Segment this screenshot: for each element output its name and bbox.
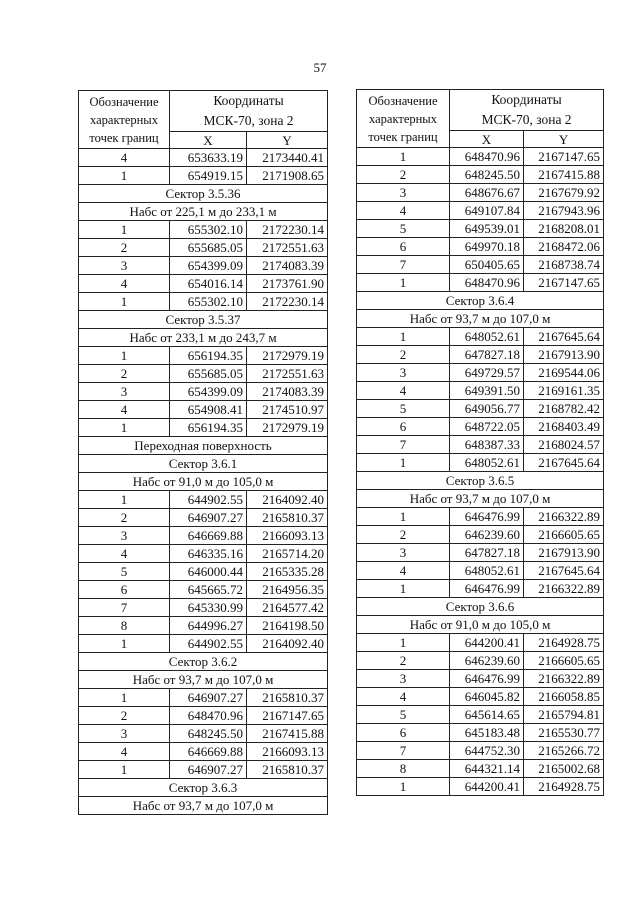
table-row — [79, 743, 328, 761]
point-number: 4 — [79, 401, 170, 419]
x-coordinate: 648470.96 — [450, 274, 524, 292]
y-coordinate: 2172551.63 — [247, 239, 328, 257]
section-row — [79, 779, 328, 797]
designation-line: точек границ — [89, 130, 159, 145]
table-row — [79, 383, 328, 401]
y-coordinate: 2164198.50 — [247, 617, 328, 635]
y-coordinate: 2165794.81 — [524, 706, 604, 724]
table-body — [79, 149, 328, 815]
table-row — [79, 401, 328, 419]
point-number: 3 — [79, 725, 170, 743]
x-coordinate: 653633.19 — [170, 149, 247, 167]
point-number: 2 — [79, 239, 170, 257]
section-label: Сектор 3.6.3 — [79, 779, 328, 797]
section-row — [357, 598, 604, 616]
point-number: 1 — [357, 580, 450, 598]
coordinates-table-right — [356, 89, 604, 796]
point-number: 1 — [79, 419, 170, 437]
x-coordinate: 648676.67 — [450, 184, 524, 202]
section-label: Сектор 3.6.4 — [357, 292, 604, 310]
section-row — [357, 472, 604, 490]
section-label: Сектор 3.6.6 — [357, 598, 604, 616]
x-coordinate: 649056.77 — [450, 400, 524, 418]
x-coordinate: 655685.05 — [170, 365, 247, 383]
table-row — [79, 635, 328, 653]
table-row — [79, 167, 328, 185]
table-row — [357, 328, 604, 346]
x-coordinate: 654399.09 — [170, 383, 247, 401]
y-coordinate: 2167147.65 — [524, 274, 604, 292]
point-number: 1 — [357, 454, 450, 472]
table-row — [357, 724, 604, 742]
table-row — [79, 707, 328, 725]
y-coordinate: 2165810.37 — [247, 509, 328, 527]
point-number: 1 — [79, 347, 170, 365]
designation-line: Обозначение — [89, 94, 159, 109]
table-row — [357, 526, 604, 544]
section-label: Набс от 93,7 м до 107,0 м — [79, 797, 328, 815]
table-row — [357, 634, 604, 652]
point-number: 4 — [79, 743, 170, 761]
point-number: 3 — [79, 257, 170, 275]
x-coordinate: 649729.57 — [450, 364, 524, 382]
point-number: 4 — [357, 562, 450, 580]
x-coordinate: 649107.84 — [450, 202, 524, 220]
point-number: 8 — [79, 617, 170, 635]
table-row — [79, 563, 328, 581]
y-coordinate: 2164928.75 — [524, 634, 604, 652]
table-row — [357, 544, 604, 562]
x-coordinate: 648245.50 — [170, 725, 247, 743]
table-row — [79, 491, 328, 509]
section-row — [357, 616, 604, 634]
x-coordinate: 656194.35 — [170, 419, 247, 437]
x-coordinate: 649539.01 — [450, 220, 524, 238]
x-coordinate: 648470.96 — [170, 707, 247, 725]
x-coordinate: 646907.27 — [170, 761, 247, 779]
table-row — [357, 580, 604, 598]
point-number: 8 — [357, 760, 450, 778]
coordinates-header — [170, 91, 328, 132]
table-row — [79, 527, 328, 545]
section-label: Набс от 91,0 м до 105,0 м — [357, 616, 604, 634]
x-coordinate: 646669.88 — [170, 743, 247, 761]
x-coordinate: 648052.61 — [450, 562, 524, 580]
x-coordinate: 644752.30 — [450, 742, 524, 760]
point-number: 1 — [357, 634, 450, 652]
section-label: Набс от 91,0 м до 105,0 м — [79, 473, 328, 491]
point-number: 1 — [79, 293, 170, 311]
table-row — [79, 419, 328, 437]
x-coordinate: 646476.99 — [450, 670, 524, 688]
table-row — [357, 760, 604, 778]
point-number: 7 — [357, 742, 450, 760]
point-number: 1 — [79, 635, 170, 653]
y-coordinate: 2166605.65 — [524, 652, 604, 670]
x-coordinate: 646476.99 — [450, 508, 524, 526]
y-coordinate: 2168782.42 — [524, 400, 604, 418]
table-row — [79, 599, 328, 617]
point-number: 1 — [79, 491, 170, 509]
y-header: Y — [524, 131, 604, 148]
x-coordinate: 645183.48 — [450, 724, 524, 742]
x-coordinate: 645614.65 — [450, 706, 524, 724]
table-row — [79, 365, 328, 383]
designation-line: точек границ — [368, 129, 438, 144]
coordinates-system: МСК-70, зона 2 — [203, 113, 294, 128]
point-number: 2 — [357, 346, 450, 364]
y-coordinate: 2166093.13 — [247, 743, 328, 761]
x-coordinate: 654919.15 — [170, 167, 247, 185]
point-number: 4 — [357, 382, 450, 400]
y-coordinate: 2167645.64 — [524, 562, 604, 580]
x-coordinate: 655302.10 — [170, 221, 247, 239]
x-coordinate: 646907.27 — [170, 509, 247, 527]
x-header: X — [450, 131, 524, 148]
x-coordinate: 655685.05 — [170, 239, 247, 257]
point-number: 1 — [357, 778, 450, 796]
y-coordinate: 2166322.89 — [524, 580, 604, 598]
y-coordinate: 2172551.63 — [247, 365, 328, 383]
section-row — [79, 473, 328, 491]
table-row — [357, 184, 604, 202]
x-coordinate: 647827.18 — [450, 544, 524, 562]
section-row — [79, 329, 328, 347]
table-row — [357, 202, 604, 220]
table-row — [357, 562, 604, 580]
table-row — [357, 364, 604, 382]
y-coordinate: 2172230.14 — [247, 293, 328, 311]
point-number: 1 — [357, 328, 450, 346]
section-label: Сектор 3.6.1 — [79, 455, 328, 473]
y-coordinate: 2165335.28 — [247, 563, 328, 581]
y-coordinate: 2164092.40 — [247, 491, 328, 509]
point-number: 7 — [357, 256, 450, 274]
coordinates-header — [450, 90, 604, 131]
table-row — [79, 509, 328, 527]
point-number: 4 — [357, 688, 450, 706]
point-number: 1 — [79, 761, 170, 779]
section-row — [79, 185, 328, 203]
table-row — [357, 220, 604, 238]
table-row — [357, 382, 604, 400]
section-label: Набс от 233,1 м до 243,7 м — [79, 329, 328, 347]
y-coordinate: 2164956.35 — [247, 581, 328, 599]
table-row — [79, 239, 328, 257]
point-number: 6 — [357, 724, 450, 742]
table-row — [357, 454, 604, 472]
designation-header — [357, 90, 450, 148]
x-coordinate: 648387.33 — [450, 436, 524, 454]
x-coordinate: 654908.41 — [170, 401, 247, 419]
x-coordinate: 648052.61 — [450, 454, 524, 472]
y-coordinate: 2166322.89 — [524, 508, 604, 526]
point-number: 3 — [357, 544, 450, 562]
point-number: 3 — [357, 364, 450, 382]
x-coordinate: 645330.99 — [170, 599, 247, 617]
y-coordinate: 2168403.49 — [524, 418, 604, 436]
y-coordinate: 2173761.90 — [247, 275, 328, 293]
x-coordinate: 648470.96 — [450, 148, 524, 166]
designation-header — [79, 91, 170, 149]
point-number: 5 — [357, 706, 450, 724]
y-coordinate: 2165810.37 — [247, 689, 328, 707]
point-number: 1 — [357, 508, 450, 526]
section-row — [79, 653, 328, 671]
x-coordinate: 646045.82 — [450, 688, 524, 706]
table-row — [357, 778, 604, 796]
point-number: 2 — [79, 707, 170, 725]
point-number: 3 — [79, 383, 170, 401]
section-row — [357, 310, 604, 328]
coordinates-title: Координаты — [213, 93, 284, 108]
table-row — [357, 238, 604, 256]
point-number: 3 — [79, 527, 170, 545]
table-row — [79, 617, 328, 635]
point-number: 4 — [79, 149, 170, 167]
section-row — [79, 311, 328, 329]
section-label: Сектор 3.5.37 — [79, 311, 328, 329]
point-number: 7 — [79, 599, 170, 617]
table-row — [79, 149, 328, 167]
y-coordinate: 2165530.77 — [524, 724, 604, 742]
point-number: 1 — [79, 689, 170, 707]
section-row — [79, 203, 328, 221]
point-number: 4 — [357, 202, 450, 220]
table-body — [357, 148, 604, 796]
y-coordinate: 2167645.64 — [524, 328, 604, 346]
y-coordinate: 2168024.57 — [524, 436, 604, 454]
x-coordinate: 646239.60 — [450, 652, 524, 670]
x-coordinate: 654399.09 — [170, 257, 247, 275]
x-coordinate: 656194.35 — [170, 347, 247, 365]
table-row — [79, 725, 328, 743]
section-label: Набс от 93,7 м до 107,0 м — [357, 310, 604, 328]
table-row — [357, 166, 604, 184]
x-coordinate: 647827.18 — [450, 346, 524, 364]
y-header: Y — [247, 132, 328, 149]
designation-line: Обозначение — [368, 93, 438, 108]
table-row — [357, 274, 604, 292]
section-label: Сектор 3.6.5 — [357, 472, 604, 490]
point-number: 2 — [79, 365, 170, 383]
x-coordinate: 648245.50 — [450, 166, 524, 184]
y-coordinate: 2172979.19 — [247, 419, 328, 437]
table-row — [79, 347, 328, 365]
table-row — [79, 761, 328, 779]
x-coordinate: 646476.99 — [450, 580, 524, 598]
y-coordinate: 2169161.35 — [524, 382, 604, 400]
coordinates-table-left — [78, 90, 328, 815]
section-label: Сектор 3.5.36 — [79, 185, 328, 203]
point-number: 6 — [357, 238, 450, 256]
y-coordinate: 2165714.20 — [247, 545, 328, 563]
y-coordinate: 2167415.88 — [247, 725, 328, 743]
y-coordinate: 2167645.64 — [524, 454, 604, 472]
y-coordinate: 2172230.14 — [247, 221, 328, 239]
section-label: Набс от 225,1 м до 233,1 м — [79, 203, 328, 221]
y-coordinate: 2167943.96 — [524, 202, 604, 220]
y-coordinate: 2173440.41 — [247, 149, 328, 167]
table-row — [79, 293, 328, 311]
x-coordinate: 644321.14 — [450, 760, 524, 778]
table-row — [357, 670, 604, 688]
point-number: 3 — [357, 670, 450, 688]
x-coordinate: 645665.72 — [170, 581, 247, 599]
y-coordinate: 2168472.06 — [524, 238, 604, 256]
section-row — [79, 671, 328, 689]
point-number: 2 — [357, 166, 450, 184]
point-number: 4 — [79, 275, 170, 293]
y-coordinate: 2174510.97 — [247, 401, 328, 419]
y-coordinate: 2167913.90 — [524, 544, 604, 562]
y-coordinate: 2166605.65 — [524, 526, 604, 544]
x-coordinate: 646239.60 — [450, 526, 524, 544]
y-coordinate: 2168738.74 — [524, 256, 604, 274]
section-label: Переходная поверхность — [79, 437, 328, 455]
section-row — [357, 292, 604, 310]
table-row — [357, 346, 604, 364]
point-number: 3 — [357, 184, 450, 202]
point-number: 1 — [357, 274, 450, 292]
table-row — [79, 581, 328, 599]
point-number: 1 — [79, 221, 170, 239]
y-coordinate: 2172979.19 — [247, 347, 328, 365]
section-label: Набс от 93,7 м до 107,0 м — [357, 490, 604, 508]
y-coordinate: 2168208.01 — [524, 220, 604, 238]
designation-line: характерных — [369, 111, 437, 126]
y-coordinate: 2167147.65 — [247, 707, 328, 725]
x-coordinate: 646669.88 — [170, 527, 247, 545]
page-number: 57 — [313, 60, 327, 75]
point-number: 5 — [79, 563, 170, 581]
y-coordinate: 2166322.89 — [524, 670, 604, 688]
x-coordinate: 646335.16 — [170, 545, 247, 563]
point-number: 1 — [357, 148, 450, 166]
table-row — [79, 221, 328, 239]
x-coordinate: 655302.10 — [170, 293, 247, 311]
y-coordinate: 2164928.75 — [524, 778, 604, 796]
y-coordinate: 2164092.40 — [247, 635, 328, 653]
y-coordinate: 2166058.85 — [524, 688, 604, 706]
table-row — [79, 257, 328, 275]
point-number: 4 — [79, 545, 170, 563]
section-row — [79, 455, 328, 473]
table-row — [357, 652, 604, 670]
table-row — [357, 400, 604, 418]
y-coordinate: 2165266.72 — [524, 742, 604, 760]
point-number: 7 — [357, 436, 450, 454]
point-number: 6 — [79, 581, 170, 599]
section-row — [79, 437, 328, 455]
x-coordinate: 654016.14 — [170, 275, 247, 293]
x-coordinate: 646000.44 — [170, 563, 247, 581]
x-coordinate: 649391.50 — [450, 382, 524, 400]
table-row — [357, 742, 604, 760]
point-number: 6 — [357, 418, 450, 436]
point-number: 5 — [357, 220, 450, 238]
coordinates-title: Координаты — [491, 92, 562, 107]
y-coordinate: 2167415.88 — [524, 166, 604, 184]
x-coordinate: 649970.18 — [450, 238, 524, 256]
y-coordinate: 2166093.13 — [247, 527, 328, 545]
table-row — [357, 148, 604, 166]
coordinates-system: МСК-70, зона 2 — [481, 112, 572, 127]
y-coordinate: 2167679.92 — [524, 184, 604, 202]
y-coordinate: 2167913.90 — [524, 346, 604, 364]
point-number: 2 — [357, 652, 450, 670]
y-coordinate: 2167147.65 — [524, 148, 604, 166]
x-coordinate: 644996.27 — [170, 617, 247, 635]
x-coordinate: 648722.05 — [450, 418, 524, 436]
y-coordinate: 2171908.65 — [247, 167, 328, 185]
point-number: 2 — [357, 526, 450, 544]
table-row — [357, 688, 604, 706]
point-number: 1 — [79, 167, 170, 185]
y-coordinate: 2165810.37 — [247, 761, 328, 779]
table-row — [357, 418, 604, 436]
table-row — [357, 706, 604, 724]
x-coordinate: 650405.65 — [450, 256, 524, 274]
table-row — [79, 275, 328, 293]
designation-line: характерных — [90, 112, 158, 127]
y-coordinate: 2174083.39 — [247, 383, 328, 401]
table-row — [357, 508, 604, 526]
y-coordinate: 2165002.68 — [524, 760, 604, 778]
table-row — [79, 545, 328, 563]
table-row — [357, 436, 604, 454]
x-coordinate: 646907.27 — [170, 689, 247, 707]
section-label: Набс от 93,7 м до 107,0 м — [79, 671, 328, 689]
x-coordinate: 644200.41 — [450, 634, 524, 652]
y-coordinate: 2174083.39 — [247, 257, 328, 275]
point-number: 5 — [357, 400, 450, 418]
table-row — [79, 689, 328, 707]
x-coordinate: 648052.61 — [450, 328, 524, 346]
section-label: Сектор 3.6.2 — [79, 653, 328, 671]
x-header: X — [170, 132, 247, 149]
table-row — [357, 256, 604, 274]
section-row — [79, 797, 328, 815]
x-coordinate: 644902.55 — [170, 491, 247, 509]
point-number: 2 — [79, 509, 170, 527]
section-row — [357, 490, 604, 508]
x-coordinate: 644902.55 — [170, 635, 247, 653]
y-coordinate: 2164577.42 — [247, 599, 328, 617]
x-coordinate: 644200.41 — [450, 778, 524, 796]
y-coordinate: 2169544.06 — [524, 364, 604, 382]
